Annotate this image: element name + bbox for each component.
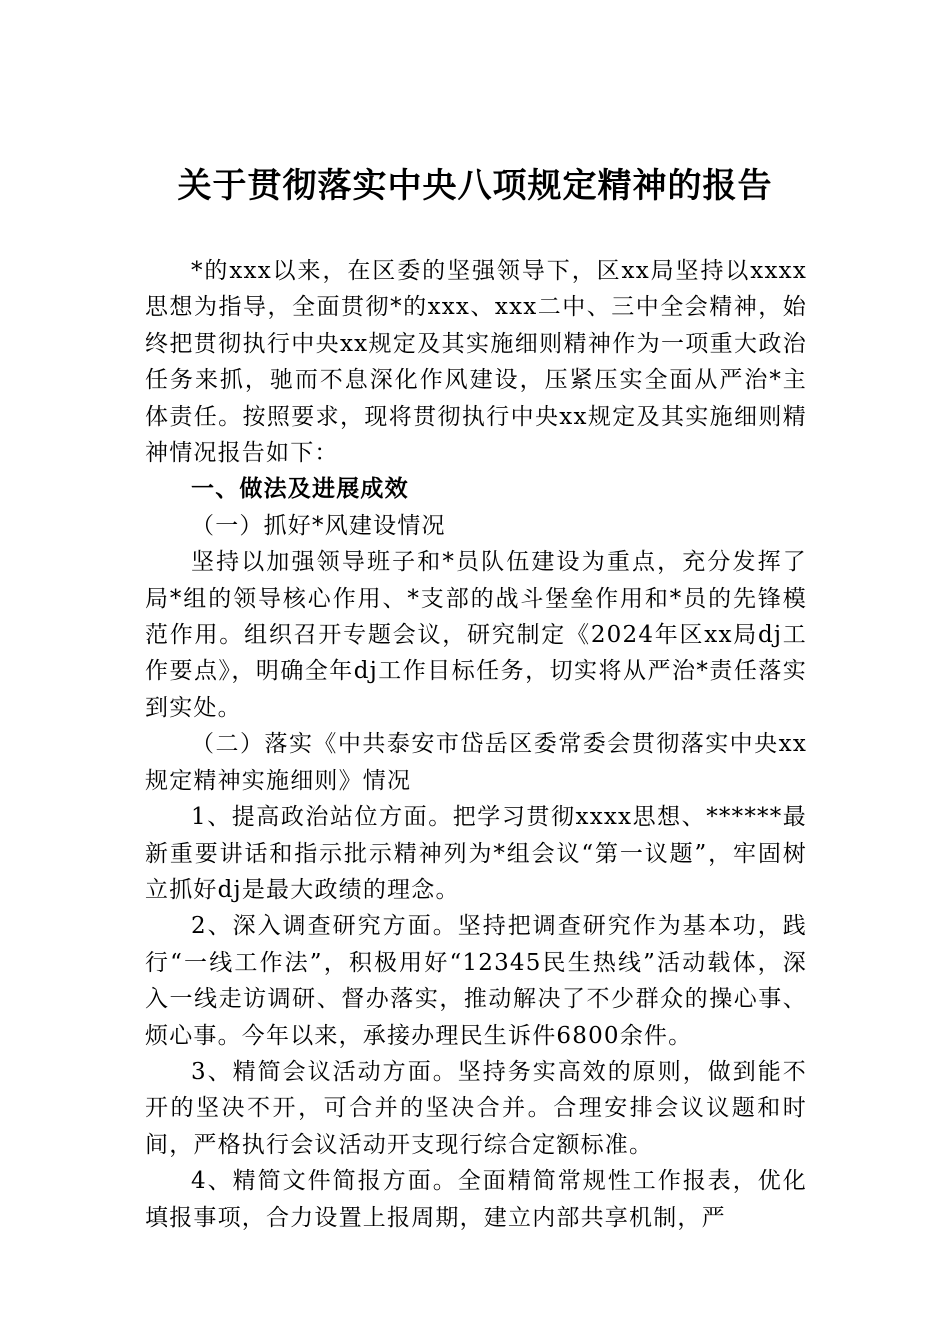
section-heading-1: 一、做法及进展成效 <box>191 476 409 503</box>
body-paragraph: 2、深入调查研究方面。坚持把调查研究作为基本功，践行“一线工作法”，积极用好“12345民生热线”活动载体，深入一线走访调研、督办落实，推动解决了不少群众的操心事、烦心事。今年以来，承接办理民生诉件6800余件。 <box>145 913 807 1049</box>
intro-paragraph: *的xxx以来，在区委的坚强领导下，区xx局坚持以xxxx思想为指导，全面贯彻*的xxx、xxx二中、三中全会精神，始终把贯彻执行中央xx规定及其实施细则精神作为一项重大政治任务来抓，驰而不息深化作风建设，压紧压实全面从严治*主体责任。按照要求，现将贯彻执行中央xx规定及其实施细则精神情况报告如下： <box>145 258 807 467</box>
subsection-heading-2: （二）落实《中共泰安市岱岳区委常委会贯彻落实中央xx规定精神实施细则》情况 <box>145 731 807 794</box>
body-paragraph: 4、精简文件简报方面。全面精简常规性工作报表，优化填报事项，合力设置上报周期，建立内部共享机制，严 <box>145 1168 807 1231</box>
document-body <box>145 253 807 1236</box>
document-title: 关于贯彻落实中央八项规定精神的报告 <box>177 166 773 206</box>
subsection-heading-1: （一）抓好*风建设情况 <box>191 512 446 539</box>
body-paragraph: 1、提高政治站位方面。把学习贯彻xxxx思想、******最新重要讲话和指示批示精神列为*组会议“第一议题”，牢固树立抓好dj是最大政绩的理念。 <box>145 804 807 903</box>
body-paragraph: 坚持以加强领导班子和*员队伍建设为重点，充分发挥了局*组的领导核心作用、*支部的战斗堡垒作用和*员的先锋模范作用。组织召开专题会议，研究制定《2024年区xx局dj工作要点》，明确全年dj工作目标任务，切实将从严治*责任落实到实处。 <box>145 549 807 721</box>
body-paragraph: 3、精简会议活动方面。坚持务实高效的原则，做到能不开的坚决不开，可合并的坚决合并。合理安排会议议题和时间，严格执行会议活动开支现行综合定额标准。 <box>145 1058 807 1158</box>
